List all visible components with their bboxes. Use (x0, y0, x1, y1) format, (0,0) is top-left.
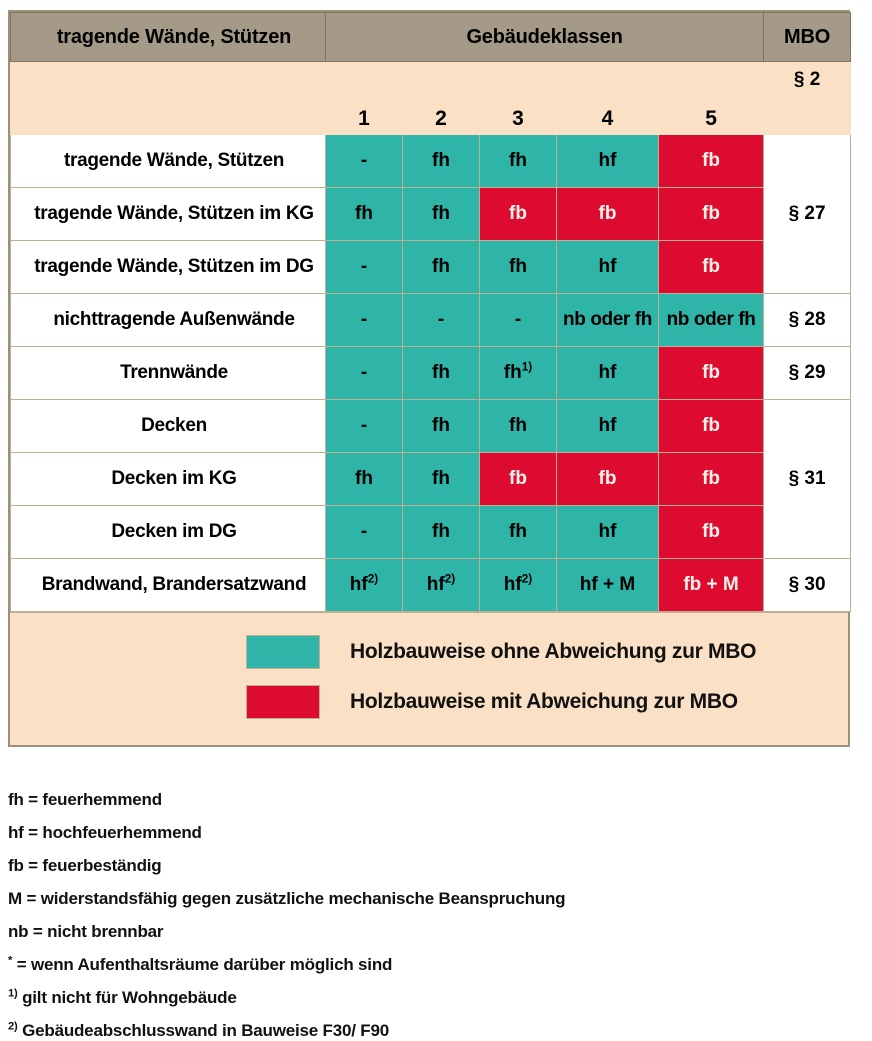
building-class-number: 4 (557, 62, 659, 135)
matrix-cell-value: fh (432, 521, 450, 543)
matrix-cell-value: fh (509, 521, 527, 543)
matrix-cell (403, 506, 480, 559)
footnote-marker: 2) (367, 572, 379, 586)
footnote-text: hf = hochfeuerhemmend (8, 823, 202, 842)
matrix-cell (659, 559, 764, 612)
building-class-number: 3 (480, 62, 557, 135)
matrix-cell (659, 188, 764, 241)
matrix-cell-value: fh (509, 415, 527, 437)
matrix-cell (659, 294, 764, 347)
matrix-cell-value: hf + M (579, 574, 636, 596)
matrix-cell (326, 506, 403, 559)
mbo-reference: § 29 (764, 347, 851, 400)
matrix-cell-value: fb (509, 468, 527, 490)
matrix-cell-value: fb (598, 468, 617, 490)
row-label: tragende Wände, Stützen (11, 135, 326, 188)
table-row (11, 506, 851, 559)
footnote-marker: 2) (521, 572, 533, 586)
matrix-cell-value: fb (702, 468, 720, 490)
table-subheader-row (11, 62, 851, 135)
footnote-text: fb = feuerbeständig (8, 856, 162, 875)
matrix-cell-value: fb (702, 203, 720, 225)
footnote-line (8, 856, 864, 876)
footnote-marker: 2) (444, 572, 456, 586)
matrix-cell-value: hf (598, 521, 617, 543)
matrix-cell-value: fh (355, 468, 373, 490)
matrix-cell (659, 347, 764, 400)
footnote-line (8, 955, 864, 975)
row-label: Decken (11, 400, 326, 453)
matrix-cell-value: fb (509, 203, 527, 225)
matrix-cell (557, 559, 659, 612)
legend (10, 612, 848, 745)
footnotes (8, 790, 864, 1041)
matrix-cell-value: fb (702, 150, 720, 172)
table-row (11, 347, 851, 400)
matrix-cell (557, 400, 659, 453)
matrix-cell-value: nb oder fh (563, 309, 652, 331)
matrix-cell-value: hf (598, 256, 617, 278)
matrix-cell (403, 559, 480, 612)
matrix-cell (326, 241, 403, 294)
header-building-classes: Gebäudeklassen (326, 13, 764, 62)
matrix-cell (480, 188, 557, 241)
matrix-cell-value: - (437, 309, 445, 331)
footnote-line (8, 988, 864, 1008)
matrix-cell (480, 400, 557, 453)
table-row (11, 188, 851, 241)
matrix-cell-value: - (360, 521, 368, 543)
table-row (11, 453, 851, 506)
matrix-cell-value: fh (432, 150, 450, 172)
matrix-cell-value: - (360, 415, 368, 437)
matrix-cell (557, 135, 659, 188)
footnote-line (8, 922, 864, 942)
footnote-text: Gebäudeabschlusswand in Bauweise F30/ F90 (17, 1021, 389, 1040)
legend-item (246, 685, 848, 719)
matrix-cell-value: fh (503, 362, 522, 384)
matrix-cell (480, 506, 557, 559)
table-header-row (11, 13, 851, 62)
row-label: Brandwand, Brandersatzwand (11, 559, 326, 612)
matrix-cell (326, 294, 403, 347)
matrix-cell (480, 347, 557, 400)
mbo-reference: § 31 (764, 400, 851, 559)
legend-swatch-teal (246, 635, 320, 669)
matrix-cell-value: hf (426, 574, 445, 596)
mbo-reference: § 28 (764, 294, 851, 347)
table-row (11, 559, 851, 612)
legend-swatch-red (246, 685, 320, 719)
matrix-cell (326, 347, 403, 400)
matrix-cell-value: hf (503, 574, 522, 596)
matrix-cell (480, 453, 557, 506)
footnote-marker: 1) (521, 360, 533, 374)
footnote-marker: 1) (8, 987, 18, 1000)
matrix-cell (326, 453, 403, 506)
matrix-cell-value: fh (432, 362, 450, 384)
matrix-cell-value: - (360, 309, 368, 331)
matrix-cell (403, 453, 480, 506)
header-mbo: MBO (764, 13, 851, 62)
legend-item (246, 635, 848, 669)
table-row (11, 241, 851, 294)
matrix-cell-value: fh (355, 203, 373, 225)
matrix-cell (326, 559, 403, 612)
table-row (11, 135, 851, 188)
header-label-column: tragende Wände, Stützen (11, 13, 326, 62)
building-class-number: 1 (326, 62, 403, 135)
matrix-cell (480, 241, 557, 294)
row-label: nichttragende Außenwände (11, 294, 326, 347)
matrix-cell (557, 506, 659, 559)
matrix-cell-value: - (360, 362, 368, 384)
matrix-cell (659, 506, 764, 559)
matrix-cell-value: fh (509, 256, 527, 278)
mbo-reference: § 30 (764, 559, 851, 612)
matrix-cell-value: fb (598, 203, 617, 225)
matrix-cell (557, 453, 659, 506)
matrix-cell-value: fb (702, 256, 720, 278)
matrix-cell (557, 294, 659, 347)
matrix-cell (326, 188, 403, 241)
matrix-cell-value: nb oder fh (666, 309, 756, 331)
building-class-matrix-table (10, 12, 851, 612)
matrix-cell (326, 135, 403, 188)
footnote-line (8, 790, 864, 810)
matrix-cell (403, 241, 480, 294)
matrix-cell (659, 453, 764, 506)
footnote-marker: * (8, 954, 13, 967)
matrix-cell-value: fh (509, 150, 527, 172)
row-label: Decken im KG (11, 453, 326, 506)
matrix-cell-value: fh (432, 203, 450, 225)
matrix-cell (403, 135, 480, 188)
mbo-reference: § 27 (764, 135, 851, 294)
matrix-cell (659, 241, 764, 294)
footnote-text: fh = feuerhemmend (8, 790, 162, 809)
building-class-number: 2 (403, 62, 480, 135)
row-label: Decken im DG (11, 506, 326, 559)
matrix-cell (480, 294, 557, 347)
matrix-cell-value: hf (598, 362, 617, 384)
building-class-number: 5 (659, 62, 764, 135)
row-label: tragende Wände, Stützen im DG (11, 241, 326, 294)
matrix-cell (557, 188, 659, 241)
matrix-cell (480, 559, 557, 612)
footnote-marker: 2) (8, 1020, 18, 1033)
matrix-cell (557, 241, 659, 294)
matrix-cell (403, 294, 480, 347)
table-row (11, 400, 851, 453)
subheader-mbo-paragraph: § 2 (764, 62, 851, 135)
matrix-cell-value: fh (432, 415, 450, 437)
matrix-cell-value: hf (598, 415, 617, 437)
matrix-cell-value: fh (432, 468, 450, 490)
footnote-text: M = widerstandsfähig gegen zusätzliche mechanische Beanspruchung (8, 889, 566, 908)
matrix-cell (659, 135, 764, 188)
legend-label-red: Holzbauweise mit Abweichung zur MBO (350, 690, 738, 713)
matrix-cell (659, 400, 764, 453)
table-row (11, 294, 851, 347)
footnote-text: nb = nicht brennbar (8, 922, 164, 941)
footnote-text: gilt nicht für Wohngebäude (17, 988, 237, 1007)
matrix-cell-value: hf (349, 574, 368, 596)
legend-label-teal: Holzbauweise ohne Abweichung zur MBO (350, 640, 757, 663)
matrix-cell (326, 400, 403, 453)
footnote-line (8, 889, 864, 909)
footnote-line (8, 1021, 864, 1041)
matrix-cell-value: - (360, 256, 368, 278)
matrix-cell-value: fb (702, 415, 720, 437)
matrix-cell-value: fh (432, 256, 450, 278)
matrix-cell (557, 347, 659, 400)
footnote-line (8, 823, 864, 843)
subheader-blank (11, 62, 326, 135)
matrix-cell (403, 347, 480, 400)
row-label: Trennwände (11, 347, 326, 400)
matrix-cell (403, 188, 480, 241)
matrix-cell-value: - (360, 150, 368, 172)
footnote-text: = wenn Aufenthaltsräume darüber möglich sind (12, 955, 393, 974)
matrix-cell (480, 135, 557, 188)
matrix-cell-value: fb (702, 521, 720, 543)
matrix-cell (403, 400, 480, 453)
matrix-cell-value: hf (598, 150, 617, 172)
row-label: tragende Wände, Stützen im KG (11, 188, 326, 241)
matrix-cell-value: fb (702, 362, 720, 384)
table-block (8, 10, 850, 747)
matrix-cell-value: - (514, 309, 522, 331)
matrix-cell-value: fb + M (683, 574, 739, 596)
